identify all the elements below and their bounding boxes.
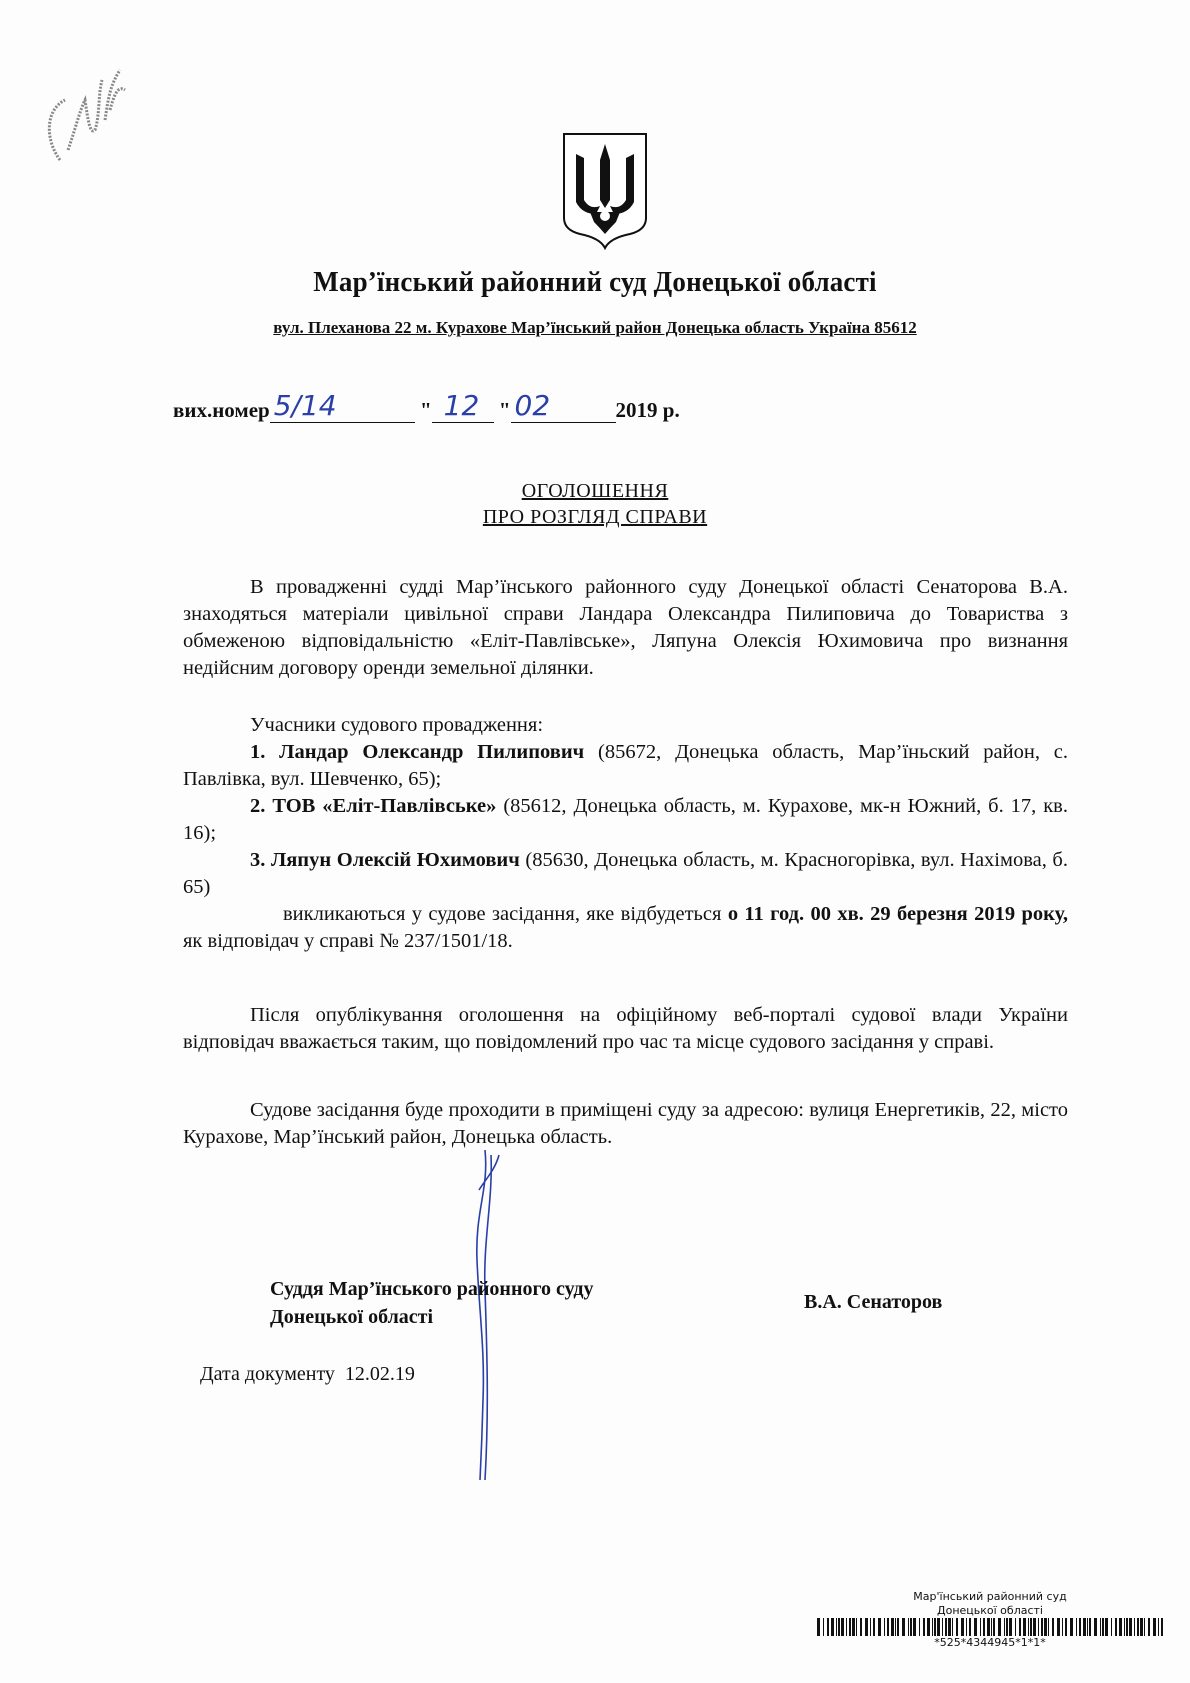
day-field: [432, 389, 494, 423]
summons-text: викликаються у судове засідання, яке відбудеться: [283, 903, 728, 925]
barcode-bar: [860, 1618, 862, 1636]
location-paragraph: Судове засідання буде проходити в приміщені суду за адресою: вулиця Енергетиків, 22, місто Курахове, Мар’їнський район, Донецька область.: [183, 1099, 1068, 1148]
heading-line2: ПРО РОЗГЛЯД СПРАВИ: [482, 506, 708, 528]
barcode-bar: [998, 1618, 1001, 1636]
barcode-bar: [1019, 1618, 1021, 1636]
barcode-bar: [1033, 1618, 1036, 1636]
barcode-bar: [1111, 1618, 1112, 1636]
intro-paragraph: В провадженні судді Мар’їнського районного суду Донецької області Сенаторова В.А. знаходяться матеріали цивільної справи Ландара Олександра Пилиповича до Товариства з обмеженою відповідальністю «Еліт-Павлівське», Ляпуна Олексія Юхимовича про визнання недійсним договору оренди земельної ділянки.: [183, 576, 1068, 679]
participant-details: (85630, Донецька область, м. Красногорівка, вул. Нахімова, б. 65): [183, 849, 1068, 898]
participant-details: (85612, Донецька область, м. Курахове, мк-н Южний, б. 17, кв. 16);: [183, 795, 1068, 844]
barcode-bar: [1124, 1618, 1125, 1636]
quote-mark: ": [498, 398, 511, 422]
document-date-value: 12.02.19: [344, 1363, 415, 1385]
coat-of-arms-icon: [560, 130, 650, 250]
barcode-bar: [1137, 1618, 1139, 1636]
barcode-bar: [852, 1618, 855, 1636]
barcode-bar: [1079, 1618, 1081, 1636]
barcode-bar: [1134, 1618, 1135, 1636]
document-date: [200, 1363, 415, 1386]
barcode-bar: [849, 1618, 851, 1636]
barcode-bar: [902, 1618, 905, 1636]
barcode-bar: [878, 1618, 881, 1636]
outgoing-reference: [173, 389, 680, 423]
barcode-bar: [1129, 1618, 1132, 1636]
judge-position-line2: Донецької області: [270, 1306, 434, 1328]
barcode-bar: [1076, 1618, 1077, 1636]
barcode-bar: [1009, 1618, 1012, 1636]
barcode-bar: [841, 1618, 844, 1636]
barcode-bar: [1083, 1618, 1086, 1636]
barcode-bar: [1028, 1618, 1029, 1636]
month-field: [511, 389, 616, 423]
stamp-line1: Мар'їнський районний суд: [913, 1590, 1067, 1603]
document-date-label: Дата документу: [200, 1363, 335, 1385]
barcode-bar: [908, 1618, 909, 1636]
barcode-bar: [856, 1618, 857, 1636]
barcode-bar: [974, 1618, 977, 1636]
barcode-bar: [956, 1618, 958, 1636]
barcode-bar: [817, 1618, 820, 1636]
barcode-bar: [923, 1618, 925, 1636]
registry-stamp: [820, 1590, 1160, 1618]
barcode-bar: [948, 1618, 951, 1636]
barcode-bar: [1100, 1618, 1101, 1636]
barcode-bar: [1119, 1618, 1122, 1636]
barcode-bar: [1144, 1618, 1145, 1636]
participant-item: [183, 793, 1068, 847]
barcode-bar: [1148, 1618, 1150, 1636]
participant-details: (85672, Донецька область, Мар’їньский район, с. Павлівка, вул. Шевченко, 65);: [183, 741, 1068, 790]
announcement-heading: [0, 478, 1190, 530]
barcode-bar: [1158, 1618, 1159, 1636]
stamp-line2: Донецької області: [937, 1604, 1043, 1617]
case-number-text: як відповідач у справі № 237/1501/18.: [183, 930, 513, 952]
barcode-bar: [1015, 1618, 1016, 1636]
barcode-bar: [945, 1618, 947, 1636]
outgoing-number-field: [270, 389, 415, 423]
barcode-bar: [823, 1618, 824, 1636]
barcode-bar: [1140, 1618, 1143, 1636]
month-handwritten: 02: [514, 389, 551, 422]
barcode-bar: [1094, 1618, 1097, 1636]
barcode-bar: [987, 1618, 990, 1636]
judge-name: В.А. Сенаторов: [804, 1291, 943, 1313]
judge-position-line1: Суддя Мар’їнського районного суду: [270, 1278, 594, 1300]
barcode-bar: [1153, 1618, 1156, 1636]
barcode-bar: [838, 1618, 840, 1636]
heading-line1: ОГОЛОШЕННЯ: [521, 480, 669, 502]
barcode-number: *525*4344945*1*1*: [934, 1636, 1046, 1649]
day-handwritten: 12: [443, 389, 480, 422]
barcode-bar: [993, 1618, 995, 1636]
barcode-bar: [831, 1618, 834, 1636]
barcode-bar: [1062, 1618, 1063, 1636]
barcode-bar: [1030, 1618, 1032, 1636]
barcode-bar: [884, 1618, 885, 1636]
barcode-bar: [1004, 1618, 1005, 1636]
publication-paragraph: Після опублікування оголошення на офіційному веб-порталі судової влади України відповідач вважається таким, що повідомлений про час та місце судового засідання у справі.: [183, 1004, 1068, 1053]
barcode-bar: [983, 1618, 985, 1636]
barcode-bar: [1087, 1618, 1088, 1636]
barcode-bar: [932, 1618, 933, 1636]
barcode-bar: [891, 1618, 894, 1636]
hearing-datetime: о 11 год. 00 хв. 29 березня 2019 року,: [727, 903, 1069, 925]
barcode-bar: [1070, 1618, 1073, 1636]
summons-paragraph: [183, 901, 1068, 955]
barcode-bar: [937, 1618, 940, 1636]
barcode-bar: [827, 1618, 829, 1636]
barcode-bar: [1052, 1618, 1054, 1636]
barcode-bar: [919, 1618, 920, 1636]
barcode-bar: [1115, 1618, 1117, 1636]
barcode-bar: [942, 1618, 943, 1636]
participant-name: 3. Ляпун Олексій Юхимович: [250, 849, 520, 871]
court-title: Мар’їнський районний суд Донецької області: [313, 266, 877, 298]
barcode-bar: [1006, 1618, 1008, 1636]
barcode-bar: [952, 1618, 953, 1636]
participant-name: 1. Ландар Олександр Пилипович: [250, 741, 585, 763]
barcode-bar: [966, 1618, 967, 1636]
barcode-bar: [865, 1618, 868, 1636]
barcode-bar: [961, 1618, 964, 1636]
court-address: вул. Плеханова 22 м. Курахове Мар’їнський район Донецька область Україна 85612: [273, 318, 917, 337]
barcode-bar: [870, 1618, 871, 1636]
barcode-bar: [927, 1618, 930, 1636]
handwritten-note: [40, 60, 130, 170]
participant-item: [183, 739, 1068, 793]
barcode-bar: [887, 1618, 889, 1636]
barcode-bar: [897, 1618, 899, 1636]
participant-name: 2. ТОВ «Еліт-Павлівське»: [250, 795, 497, 817]
participants-label: Учасники судового провадження:: [250, 714, 544, 736]
participants-section: [183, 712, 1068, 955]
barcode-bar: [1065, 1618, 1067, 1636]
barcode-bar: [1023, 1618, 1026, 1636]
barcode-bar: [1161, 1618, 1163, 1636]
barcode-bar: [910, 1618, 912, 1636]
barcode-bar: [991, 1618, 992, 1636]
barcode-bar: [934, 1618, 936, 1636]
barcode-bar: [969, 1618, 971, 1636]
barcode-bar: [913, 1618, 916, 1636]
barcode-bar: [1105, 1618, 1108, 1636]
barcode-bar: [1057, 1618, 1060, 1636]
outgoing-number-handwritten: 5/14: [273, 389, 337, 422]
barcode-bar: [846, 1618, 847, 1636]
barcode-bar: [1038, 1618, 1039, 1636]
barcode-bar: [980, 1618, 981, 1636]
participant-item: [183, 847, 1068, 901]
outgoing-number-label: вих.номер: [173, 398, 270, 422]
barcode-bar: [895, 1618, 896, 1636]
barcode-bar: [1102, 1618, 1104, 1636]
judge-position: [270, 1275, 594, 1331]
barcode-bar: [836, 1618, 837, 1636]
barcode-bar: [873, 1618, 875, 1636]
barcode-bar: [1126, 1618, 1128, 1636]
year: 2019 р.: [615, 398, 680, 422]
barcode-bar: [1048, 1618, 1049, 1636]
barcode: [817, 1618, 1167, 1636]
barcode-bar: [1041, 1618, 1043, 1636]
quote-mark: ": [419, 398, 432, 422]
barcode-bar: [1089, 1618, 1091, 1636]
barcode-bar: [1044, 1618, 1047, 1636]
